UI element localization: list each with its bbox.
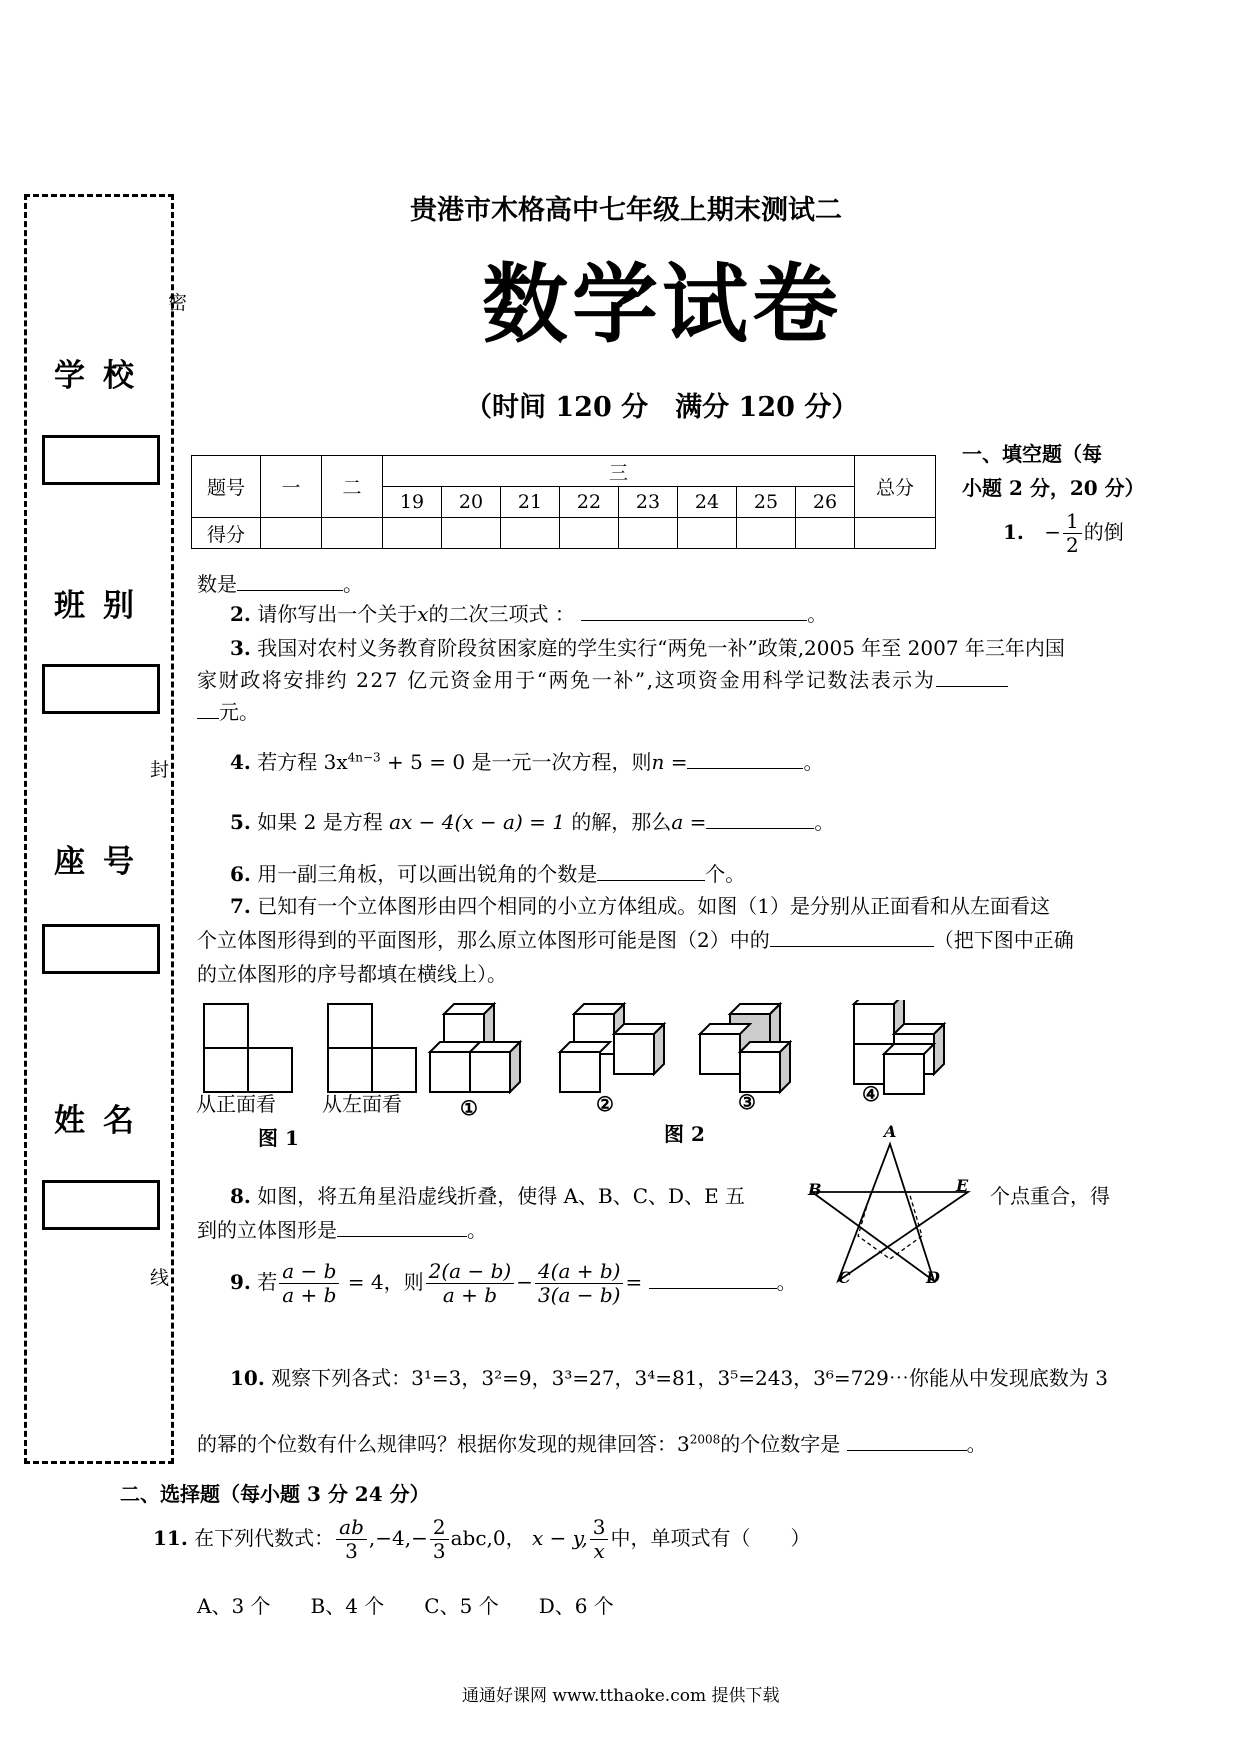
answer-blank-q10[interactable] [847,1450,967,1451]
class-label: 班别 [54,588,152,624]
seal-mark-feng: 封 [150,759,170,781]
question-5: 5. 如果 2 是方程 ax − 4(x − a) = 1 的解，那么a = 。 [230,810,835,834]
section1-title-line2: 小题 2 分，20 分） [962,476,1145,500]
question-3-line1: 3. 我国对农村义务教育阶段贫困家庭的学生实行“两免一补”政策,2005 年至 2007 年三年内国 [230,636,1065,660]
left-view-label: 从左面看 [322,1092,402,1116]
cube-1-label: ① [460,1096,478,1120]
cube-3-label: ③ [738,1090,756,1114]
question-1-head: 1. − $\frac{1}{2}$ 的倒 [1003,509,1124,557]
question-7-line3: 的立体图形的序号都填在横线上）。 [197,962,507,986]
score-table-sub-20: 20 [442,487,501,518]
score-cell[interactable] [796,518,855,549]
left-view-drawing [328,1004,416,1092]
score-cell[interactable] [322,518,383,549]
front-view-drawing [204,1004,292,1092]
star-label-a: A [884,1122,897,1141]
answer-blank-q2[interactable] [581,620,807,621]
answer-blank-q9[interactable] [649,1288,777,1289]
answer-blank-q4[interactable] [687,768,803,769]
seat-number-label: 座号 [54,844,152,880]
question-8-line1-tail: 个点重合，得 [990,1184,1110,1208]
pentagram-figure [808,1126,988,1286]
question-4: 4. 若方程 $3x^{4n-3} + 5 = 0$ 是一元一次方程，则n = 。 [230,750,824,774]
cube-2-label: ② [596,1092,614,1116]
score-table-sub-25: 25 [737,487,796,518]
name-label: 姓名 [54,1103,152,1139]
score-table-col-1: 一 [261,456,322,518]
score-table-total: 总分 [855,456,936,518]
answer-blank-q8[interactable] [337,1236,467,1237]
answer-blank-q7[interactable] [770,946,934,947]
question-6: 6. 用一副三角板，可以画出锐角的个数是 个。 [230,862,746,886]
exam-title: 数学试卷 [482,254,842,355]
seal-mark-mi: 密 [168,292,188,314]
section1-title-line1: 一、填空题（每 [962,442,1102,466]
footer-text: 通通好课网 www.tthaoke.com 提供下载 [462,1686,780,1706]
score-table-header-label: 题号 [192,456,261,518]
question-10-line1: 10. 观察下列各式：3¹=3，3²=9，3³=27，3⁴=81，3⁵=243，3⁶=729⋯你能从中发现底数为 3 [230,1366,1108,1390]
figure-views-and-cubes [200,1000,960,1110]
score-row-label: 得分 [192,518,261,549]
question-7-line1: 7. 已知有一个立体图形由四个相同的小立方体组成。如图（1）是分别从正面看和从左面看这 [230,894,1050,918]
section2-title: 二、选择题（每小题 3 分 24 分） [120,1482,430,1506]
score-cell[interactable] [678,518,737,549]
score-table-sub-24: 24 [678,487,737,518]
star-label-d: D [926,1268,940,1287]
score-cell[interactable] [619,518,678,549]
score-table-sub-26: 26 [796,487,855,518]
cube-figure-2 [560,1004,664,1092]
score-table-sub-23: 23 [619,487,678,518]
score-table-col-3: 三 [383,456,855,487]
cube-figure-4 [854,1000,944,1094]
score-cell[interactable] [560,518,619,549]
score-cell[interactable] [383,518,442,549]
question-3-line3: 元。 [197,700,259,724]
cube-4-label: ④ [862,1082,880,1106]
score-table-sub-22: 22 [560,487,619,518]
question-8-line2: 到的立体图形是 。 [197,1218,487,1242]
school-field[interactable] [42,435,160,485]
question-11: 11. 在下列代数式： $\frac{ab}{3}$ ,−4,− $\frac{2}{3}$ abc,0， x − y, $\frac{3}{x}$ 中，单项式有（ ） [153,1515,811,1563]
score-cell[interactable] [442,518,501,549]
question-3-line2: 家财政将安排约 227 亿元资金用于“两免一补”,这项资金用科学记数法表示为 [197,668,1008,692]
exam-time: （时间 120 分 满分 120 分） [465,392,859,423]
star-label-b: B [808,1180,822,1199]
cube-figure-1 [430,1004,520,1092]
star-label-e: E [956,1176,969,1195]
score-table-col-2: 二 [322,456,383,518]
cube-figure-3 [700,1004,790,1092]
school-label: 学校 [54,358,152,394]
question-8-line1: 8. 如图，将五角星沿虚线折叠，使得 A、B、C、D、E 五 [230,1184,746,1208]
answer-blank-q5[interactable] [706,828,814,829]
question-2: 2. 请你写出一个关于x的二次三项式 ： 。 [230,602,828,626]
answer-blank-q3[interactable] [936,686,1008,687]
score-table-sub-19: 19 [383,487,442,518]
front-view-label: 从正面看 [196,1092,276,1116]
seal-mark-xian: 线 [150,1267,170,1289]
seat-number-field[interactable] [42,924,160,974]
figure-2-caption: 图 2 [664,1122,705,1146]
score-table-sub-21: 21 [501,487,560,518]
score-table [191,455,936,549]
name-field[interactable] [42,1180,160,1230]
figure-1-caption: 图 1 [258,1126,299,1150]
question-1-cont: 数是 。 [197,572,363,596]
question-11-options: A、3 个 B、4 个 C、5 个 D、6 个 [197,1594,614,1618]
score-cell[interactable] [501,518,560,549]
exam-subtitle: 贵港市木格高中七年级上期末测试二 [410,195,842,226]
answer-blank-q1[interactable] [237,590,343,591]
class-field[interactable] [42,664,160,714]
score-cell[interactable] [737,518,796,549]
score-cell[interactable] [261,518,322,549]
answer-blank-q6[interactable] [597,880,705,881]
question-9: 9. 若 $\frac{a - b}{a + b}$ = 4，则 $\frac{2(a - b)}{a + b}$ − $\frac{4(a + b)}{3(a - b)}$ = 。 [230,1259,797,1307]
star-label-c: C [838,1268,851,1287]
question-10-line2: 的幂的个位数有什么规律吗？根据你发现的规律回答：$3^{2008}$的个位数字是 。 [197,1432,987,1456]
score-cell[interactable] [855,518,936,549]
question-7-line2: 个立体图形得到的平面图形，那么原立体图形可能是图（2）中的 （把下图中正确 [197,928,1074,952]
